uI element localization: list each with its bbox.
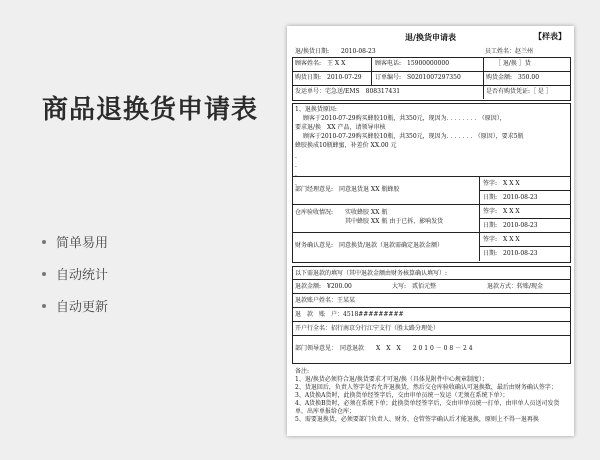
reason-tail: （原因）， <box>481 115 506 122</box>
customer-name: 顾客姓名: 王 X X <box>295 60 346 67</box>
account-name: 退款账户姓名：王某某 <box>295 297 356 304</box>
purchase-date: 购货日期: 2010-07-29 <box>295 74 362 81</box>
slide-title: 商品退换货申请表 <box>42 95 259 125</box>
bullet-icon <box>42 304 46 308</box>
feature-label: 简单易用 <box>56 236 109 251</box>
divider <box>483 57 484 85</box>
note-item: 2、货退回后，负责人签字是否允许退换货，然后交仓库验收确认可退换数，最后由财务确认签字； <box>295 384 557 391</box>
divider <box>292 232 570 233</box>
form-title: 退/换货申请表 <box>405 32 456 42</box>
blank-marks: . . . . <box>295 153 297 187</box>
feature-item <box>42 268 108 300</box>
bullet-icon <box>42 240 46 244</box>
divider <box>292 279 570 280</box>
divider <box>292 293 570 294</box>
account-number: 退 款 账 户：4518######### <box>295 311 404 318</box>
divider <box>292 335 570 336</box>
form-preview <box>287 26 574 436</box>
reason-tail: （原因），要求5瓶 <box>477 133 524 140</box>
refund-method: 退款方式：转账/现金 <box>487 283 544 290</box>
divider <box>479 246 570 247</box>
feature-label: 自动统计 <box>56 268 109 283</box>
warehouse-date: 日期: 2010-08-23 <box>483 222 538 229</box>
refund-note: 以下需退款的填写（其中退款金额由财务核算确认填写）: <box>295 270 448 277</box>
feature-item <box>42 300 108 332</box>
leader-opinion: 部门领导意见： 同意退款 X X X 2 0 1 0 － 0 8 － 2 4 <box>295 345 473 352</box>
warehouse-label: 仓库验收情况: <box>295 209 334 216</box>
customer-phone: 顾客电话: 15900000000 <box>375 60 450 67</box>
note-item: 3、A货换A货时，此换货单经签字后，交由审单员统一发运（无须在系统下单）； <box>295 392 509 399</box>
warehouse-sign: 签字: X X X <box>483 208 520 215</box>
divider <box>371 57 372 85</box>
refund-amount-upper: 大写: 贰佰元整 <box>392 283 437 290</box>
manager-sign: 签字: X X X <box>483 180 520 187</box>
note-item: 4、A货换B货时，必须在系统下单；此换货单经签字后，交由审单员统一打单，由审单人员送司发货单，出库单报给仓库； <box>295 400 560 415</box>
finance-opinion: 财务确认意见: 同意换货/退款（退款需确定退款金额） <box>295 242 444 249</box>
bank-name: 开户行全名：招行南京分行江宁支行（胜太路分理处） <box>295 325 440 332</box>
note-item: 1、退/换货必须符合退/换货要求才可退/换（具体见附件中心规章制度）； <box>295 376 488 383</box>
divider <box>292 176 570 177</box>
reason-line: 要求退/换 XX 产品，请领导审核 <box>295 124 386 131</box>
feature-label: 自动更新 <box>56 300 109 315</box>
divider <box>292 85 570 86</box>
reason-line <box>303 115 506 123</box>
feature-list <box>42 236 108 332</box>
warehouse-line: 其中蜂胶 XX 瓶 由于已拆，影响发货 <box>345 218 444 225</box>
divider <box>479 190 570 191</box>
apply-date: 退/换货日期: 2010-08-23 <box>295 48 376 55</box>
divider <box>483 85 484 99</box>
divider <box>292 204 570 205</box>
purchase-amount: 购货金额: 350.00 <box>486 74 540 81</box>
notes-title: 备注: <box>295 368 310 375</box>
note-item: 5、需要退换货，必须要部门负责人、财务、仓管签字确认后才能退换，原则上不得一退再换 <box>295 416 539 423</box>
manager-date: 日期: 2010-08-23 <box>483 194 538 201</box>
divider <box>292 71 570 72</box>
order-number: 订单编号: S0201007297350 <box>375 74 461 81</box>
feature-item <box>42 236 108 268</box>
reason-label: 1、退换货原因: <box>295 106 337 113</box>
reason-line: 蜂胶换成10瓶蜂蜜，补差价 XX.00 元 <box>295 142 397 149</box>
reason-line <box>303 133 524 141</box>
finance-date: 日期: 2010-08-23 <box>483 250 538 257</box>
blank-dots: ．．．．．．． <box>446 133 478 140</box>
reason-text: 顾客于2010-07-29购买蜂胶10瓶，共350元，现因为 <box>303 115 447 122</box>
receipt-status: 是否有购货凭证:［ 是 ］ <box>486 88 552 95</box>
divider <box>479 218 570 219</box>
employee-name: 员工姓名：赵兰州 <box>485 48 534 55</box>
notes-list <box>295 376 566 424</box>
manager-opinion: 部门经理意见: 同意退货退 XX 瓶蜂胶 <box>295 186 400 193</box>
shipping-number: 发运单号：宅急送/EMS 808317431 <box>295 88 401 95</box>
divider <box>292 321 570 322</box>
reason-text: 顾客于2010-07-29购买蜂胶10瓶，共350元，现因为 <box>303 133 447 140</box>
refund-amount: 退款金额: ¥200.00 <box>295 283 352 290</box>
sample-badge: 【样表】 <box>534 31 566 41</box>
blank-dots: ．．．．．．．． <box>446 115 482 122</box>
bullet-icon <box>42 272 46 276</box>
divider <box>292 307 570 308</box>
warehouse-line: 实收蜂胶 XX 瓶 <box>345 209 388 216</box>
return-type: ［ 退/换 ］货 <box>495 60 531 67</box>
finance-sign: 签字: X X X <box>483 236 520 243</box>
